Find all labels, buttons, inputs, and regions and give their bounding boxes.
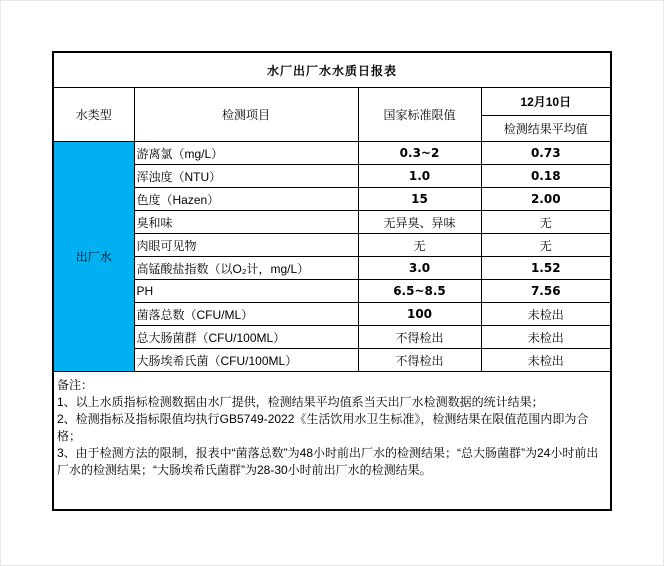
limit-cell: 6.5~8.5 [358, 280, 481, 303]
result-cell: 未检出 [481, 349, 611, 372]
item-cell: 肉眼可见物 [134, 234, 358, 257]
result-cell: 无 [481, 211, 611, 234]
limit-cell: 不得检出 [358, 326, 481, 349]
note-line-3: 3、由于检测方法的限制，报表中“菌落总数”为48小时前出厂水的检测结果；“总大肠菌群”为24小时前出厂水的检测结果；“大肠埃希氏菌群”为28-30小时前出厂水的检测结果。 [57, 446, 599, 477]
table-row [53, 165, 611, 188]
limit-cell: 无异臭、异味 [358, 211, 481, 234]
limit-cell: 100 [358, 303, 481, 326]
notes-row [53, 372, 611, 511]
water-type-cell: 出厂水 [53, 142, 134, 372]
table-row [53, 303, 611, 326]
header-row-1 [53, 88, 611, 116]
result-cell: 2.00 [481, 188, 611, 211]
item-cell: 总大肠菌群（CFU/100ML） [134, 326, 358, 349]
result-cell: 0.73 [481, 142, 611, 165]
note-line-2: 2、检测指标及指标限值均执行GB5749-2022《生活饮用水卫生标准》，检测结果在限值范围内即为合格； [57, 412, 589, 443]
result-cell: 0.18 [481, 165, 611, 188]
table-row [53, 326, 611, 349]
item-cell: PH [134, 280, 358, 303]
report-title: 水厂出厂水水质日报表 [53, 52, 611, 88]
item-cell: 游离氯（mg/L） [134, 142, 358, 165]
table-row [53, 211, 611, 234]
item-cell: 浑浊度（NTU） [134, 165, 358, 188]
item-cell: 臭和味 [134, 211, 358, 234]
column-header-date: 12月10日 [481, 88, 611, 116]
table-row [53, 257, 611, 280]
column-header-water-type: 水类型 [53, 88, 134, 142]
column-header-standard-limit: 国家标准限值 [358, 88, 481, 142]
table-row [53, 280, 611, 303]
column-header-result-average: 检测结果平均值 [481, 116, 611, 142]
result-cell: 1.52 [481, 257, 611, 280]
result-cell: 未检出 [481, 303, 611, 326]
column-header-test-item: 检测项目 [134, 88, 358, 142]
limit-cell: 无 [358, 234, 481, 257]
limit-cell: 15 [358, 188, 481, 211]
water-quality-report-table [52, 51, 612, 511]
item-cell: 大肠埃希氏菌（CFU/100ML） [134, 349, 358, 372]
item-cell: 高锰酸盐指数（以O₂计，mg/L） [134, 257, 358, 280]
table-row [53, 142, 611, 165]
item-cell: 色度（Hazen） [134, 188, 358, 211]
notes-cell [53, 372, 611, 511]
title-row [53, 52, 611, 88]
limit-cell: 0.3~2 [358, 142, 481, 165]
table-row [53, 234, 611, 257]
result-cell: 7.56 [481, 280, 611, 303]
table-row [53, 349, 611, 372]
item-cell: 菌落总数（CFU/ML） [134, 303, 358, 326]
notes-label: 备注： [57, 378, 94, 392]
limit-cell: 3.0 [358, 257, 481, 280]
limit-cell: 1.0 [358, 165, 481, 188]
table-row [53, 188, 611, 211]
note-line-1: 1、以上水质指标检测数据由水厂提供，检测结果平均值系当天出厂水检测数据的统计结果； [57, 395, 544, 409]
result-cell: 未检出 [481, 326, 611, 349]
limit-cell: 不得检出 [358, 349, 481, 372]
result-cell: 无 [481, 234, 611, 257]
